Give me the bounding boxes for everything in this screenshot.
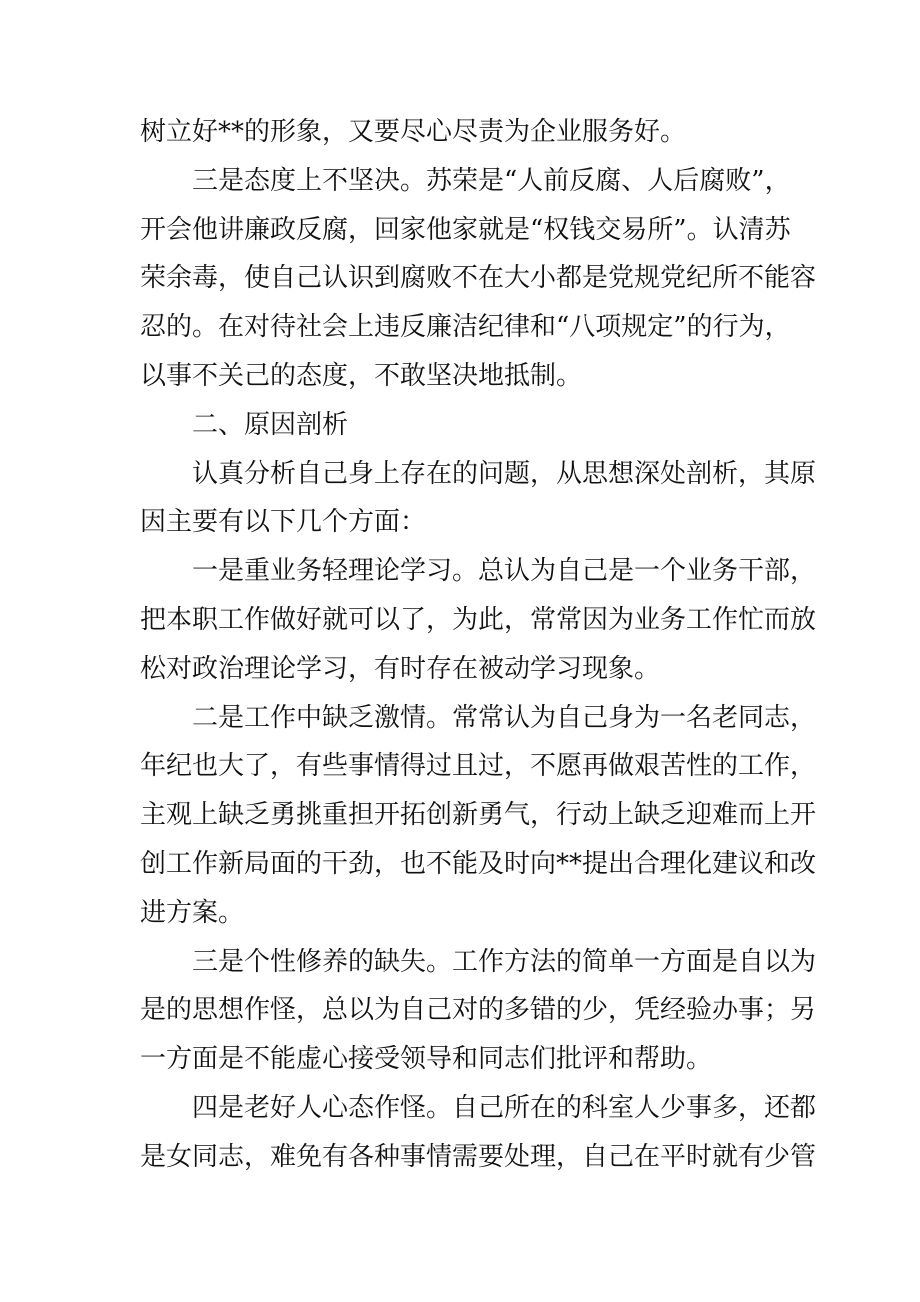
text-line: 创工作新局面的干劲，也不能及时向**提出合理化建议和改 [140,848,817,879]
text-line: 以事不关己的态度，不敢坚决地抵制。 [140,360,583,391]
section-heading: 二、原因剖析 [192,409,349,440]
paragraph-first-line: 认真分析自己身上存在的问题，从思想深处剖析，其原 [192,458,817,489]
text-line: 进方案。 [140,897,245,928]
document-body [140,108,817,1182]
paragraph-first-line: 二是工作中缺乏激情。常常认为自己身为一名老同志， [192,702,817,733]
text-line: 荣余毒，使自己认识到腐败不在大小都是党规党纪所不能容 [140,263,817,294]
paragraph-first-line: 一是重业务轻理论学习。总认为自己是一个业务干部， [192,556,817,587]
paragraph-first-line: 三是个性修养的缺失。工作方法的简单一方面是自以为 [192,946,817,977]
text-line: 松对政治理论学习，有时存在被动学习现象。 [140,653,661,684]
text-line: 把本职工作做好就可以了，为此，常常因为业务工作忙而放 [140,604,817,635]
text-line: 忍的。在对待社会上违反廉洁纪律和“八项规定”的行为， [140,312,791,343]
text-line: 开会他讲廉政反腐，回家他家就是“权钱交易所”。认清苏 [140,214,791,245]
text-line: 树立好**的形象，又要尽心尽责为企业服务好。 [140,117,687,147]
text-line: 年纪也大了，有些事情得过且过，不愿再做艰苦性的工作， [140,751,817,782]
text-line: 因主要有以下几个方面： [140,507,427,538]
text-line: 一方面是不能虚心接受领导和同志们批评和帮助。 [140,1044,713,1075]
text-line: 是女同志，难免有各种事情需要处理，自己在平时就有少管 [140,1141,817,1172]
paragraph-first-line: 三是态度上不坚决。苏荣是“人前反腐、人后腐败”， [192,165,791,196]
paragraph-first-line: 四是老好人心态作怪。自己所在的科室人少事多，还都 [192,1092,817,1123]
text-line: 是的思想作怪，总以为自己对的多错的少，凭经验办事；另 [140,995,817,1026]
text-line: 主观上缺乏勇挑重担开拓创新勇气，行动上缺乏迎难而上开 [140,800,817,831]
